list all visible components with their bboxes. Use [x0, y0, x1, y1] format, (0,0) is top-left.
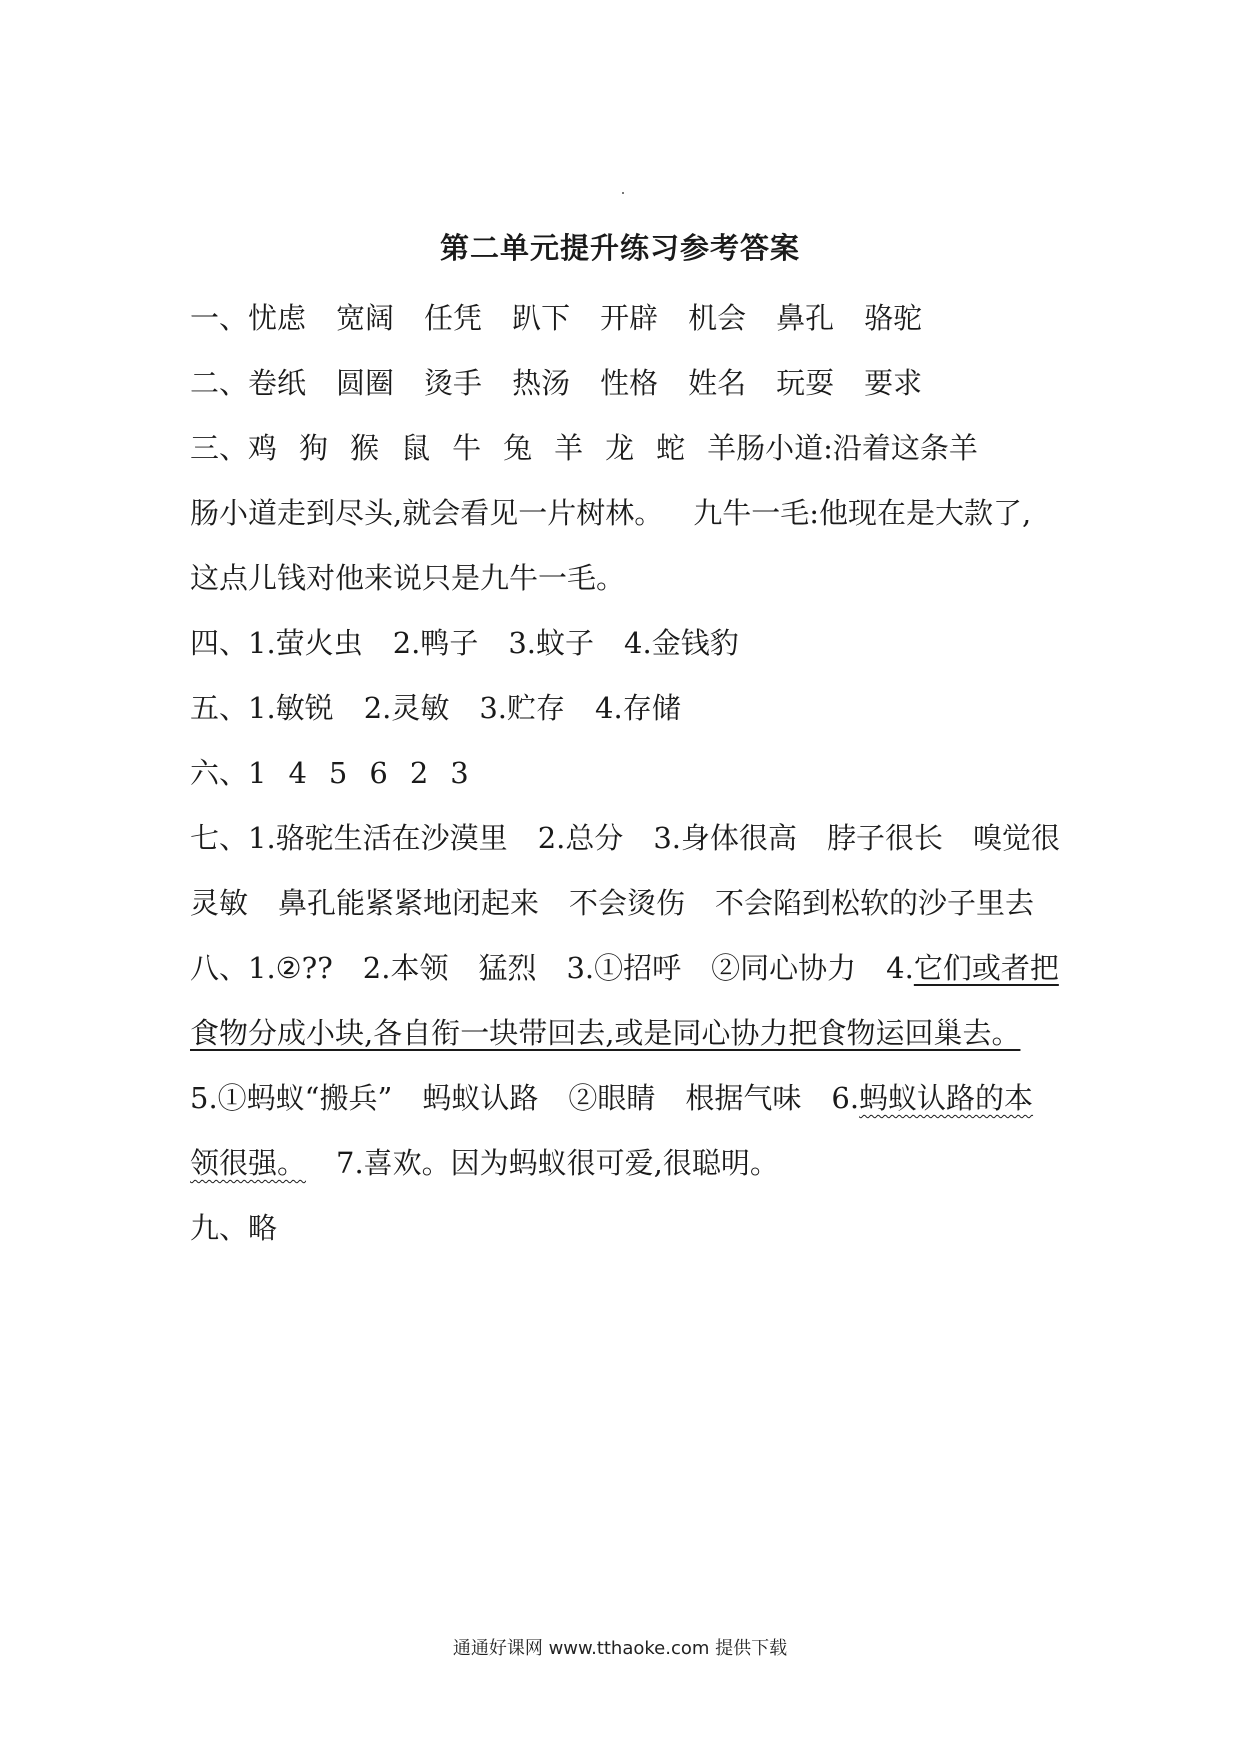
section-8-label: 八、: [190, 951, 249, 985]
s2-item: 烫手: [424, 366, 483, 400]
s4-item: 4.金钱豹: [624, 626, 739, 660]
s8-item-4-underlined-cont: 食物分成小块,各自衔一块带回去,或是同心协力把食物运回巢去。: [190, 1016, 1021, 1050]
s3-idiom-1-cont: 肠小道走到尽头,就会看见一片树林。: [190, 496, 664, 530]
section-8-cont: [190, 1131, 1070, 1196]
s8-item-6-wavy-cont: 领很强。: [190, 1146, 307, 1180]
s4-item: 2.鸭子: [392, 626, 479, 660]
section-4-label: 四、: [190, 626, 249, 660]
section-1-label: 一、: [190, 301, 249, 335]
s2-item: 姓名: [688, 366, 747, 400]
s7-item: 不会陷到松软的沙子里去: [715, 886, 1035, 920]
section-7-cont: [190, 871, 1070, 936]
s3-idiom-2: 九牛一毛:他现在是大款了,: [693, 496, 1032, 530]
s2-item: 要求: [864, 366, 923, 400]
s6-item: 2: [409, 756, 429, 790]
s8-item-6-number: 6.: [831, 1081, 860, 1115]
section-5: [190, 676, 1070, 741]
section-1: [190, 286, 1070, 351]
s4-item: 3.蚊子: [508, 626, 595, 660]
s1-item: 开辟: [600, 301, 659, 335]
s3-item: 牛: [452, 431, 482, 465]
s1-item: 趴下: [512, 301, 571, 335]
section-2-label: 二、: [190, 366, 249, 400]
s4-item: 1.萤火虫: [248, 626, 363, 660]
section-7: [190, 806, 1070, 871]
s6-item: 3: [450, 756, 469, 790]
s8-item-7: 7.喜欢。因为蚂蚁很可爱,很聪明。: [336, 1146, 779, 1180]
s3-item: 蛇: [656, 431, 686, 465]
s8-item: ②眼睛: [568, 1081, 656, 1115]
s8-item: 5.①蚂蚁“搬兵”: [190, 1081, 393, 1115]
s7-item: 灵敏: [190, 886, 249, 920]
s2-item: 圆圈: [336, 366, 395, 400]
s1-item: 宽阔: [336, 301, 395, 335]
section-3-cont: [190, 546, 1070, 611]
s2-item: 卷纸: [248, 366, 307, 400]
s3-item: 狗: [299, 431, 329, 465]
s8-item: 1.②??: [248, 951, 333, 985]
section-8-cont: [190, 1066, 1070, 1131]
section-7-label: 七、: [190, 821, 249, 855]
s7-item: 2.总分: [537, 821, 624, 855]
section-8: [190, 936, 1070, 1001]
section-8-cont: [190, 1001, 1070, 1066]
section-5-label: 五、: [190, 691, 249, 725]
s8-item: 蚂蚁认路: [422, 1081, 539, 1115]
s5-item: 4.存储: [595, 691, 681, 725]
s1-item: 忧虑: [248, 301, 307, 335]
section-6: [190, 741, 1070, 806]
s3-item: 猴: [350, 431, 380, 465]
s7-item: 嗅觉很: [973, 821, 1061, 855]
s9-text: 略: [248, 1211, 278, 1245]
s7-item: 不会烫伤: [569, 886, 686, 920]
s2-item: 玩耍: [776, 366, 835, 400]
s7-item: 脖子很长: [827, 821, 944, 855]
s8-item-6-wavy: 蚂蚁认路的本: [859, 1081, 1034, 1115]
s3-item: 羊: [554, 431, 584, 465]
footer-source: 通通好课网 www.tthaoke.com 提供下载: [452, 1638, 788, 1659]
section-4: [190, 611, 1070, 676]
s6-item: 4: [288, 756, 307, 790]
section-3: [190, 416, 1070, 481]
s3-item: 龙: [605, 431, 635, 465]
s3-item: 鼠: [401, 431, 431, 465]
section-6-label: 六、: [190, 756, 249, 790]
section-9-label: 九、: [190, 1211, 249, 1245]
s8-item-4-number: 4.: [886, 951, 914, 985]
s5-item: 2.灵敏: [363, 691, 450, 725]
s2-item: 性格: [600, 366, 659, 400]
s8-item: ②同心协力: [711, 951, 857, 985]
section-2: [190, 351, 1070, 416]
section-3-label: 三、: [190, 431, 249, 465]
s3-idiom-1: 羊肠小道:沿着这条羊: [707, 431, 978, 465]
s3-idiom-2-cont: 这点儿钱对他来说只是九牛一毛。: [190, 561, 626, 595]
s5-item: 3.贮存: [479, 691, 566, 725]
section-9: [190, 1196, 1070, 1261]
s3-item: 鸡: [248, 431, 278, 465]
s8-item: 2.本领: [362, 951, 449, 985]
s5-item: 1.敏锐: [248, 691, 334, 725]
s1-item: 骆驼: [864, 301, 923, 335]
s8-item: 根据气味: [685, 1081, 802, 1115]
s6-item: 5: [328, 756, 348, 790]
scan-dot: [622, 192, 624, 194]
s7-item: 1.骆驼生活在沙漠里: [248, 821, 508, 855]
s8-item: 猛烈: [478, 951, 537, 985]
s3-item: 兔: [503, 431, 533, 465]
s1-item: 任凭: [424, 301, 483, 335]
section-3-cont: [190, 481, 1070, 546]
s6-item: 1: [248, 756, 267, 790]
s8-item: 3.①招呼: [566, 951, 682, 985]
s7-item: 鼻孔能紧紧地闭起来: [278, 886, 540, 920]
s6-item: 6: [369, 756, 388, 790]
s8-item-4-underlined: 它们或者把: [913, 951, 1059, 985]
s1-item: 机会: [688, 301, 747, 335]
s1-item: 鼻孔: [776, 301, 835, 335]
s2-item: 热汤: [512, 366, 571, 400]
s7-item: 3.身体很高: [653, 821, 798, 855]
page-title: 第二单元提升练习参考答案: [439, 231, 800, 265]
answer-content: [190, 286, 1070, 1261]
